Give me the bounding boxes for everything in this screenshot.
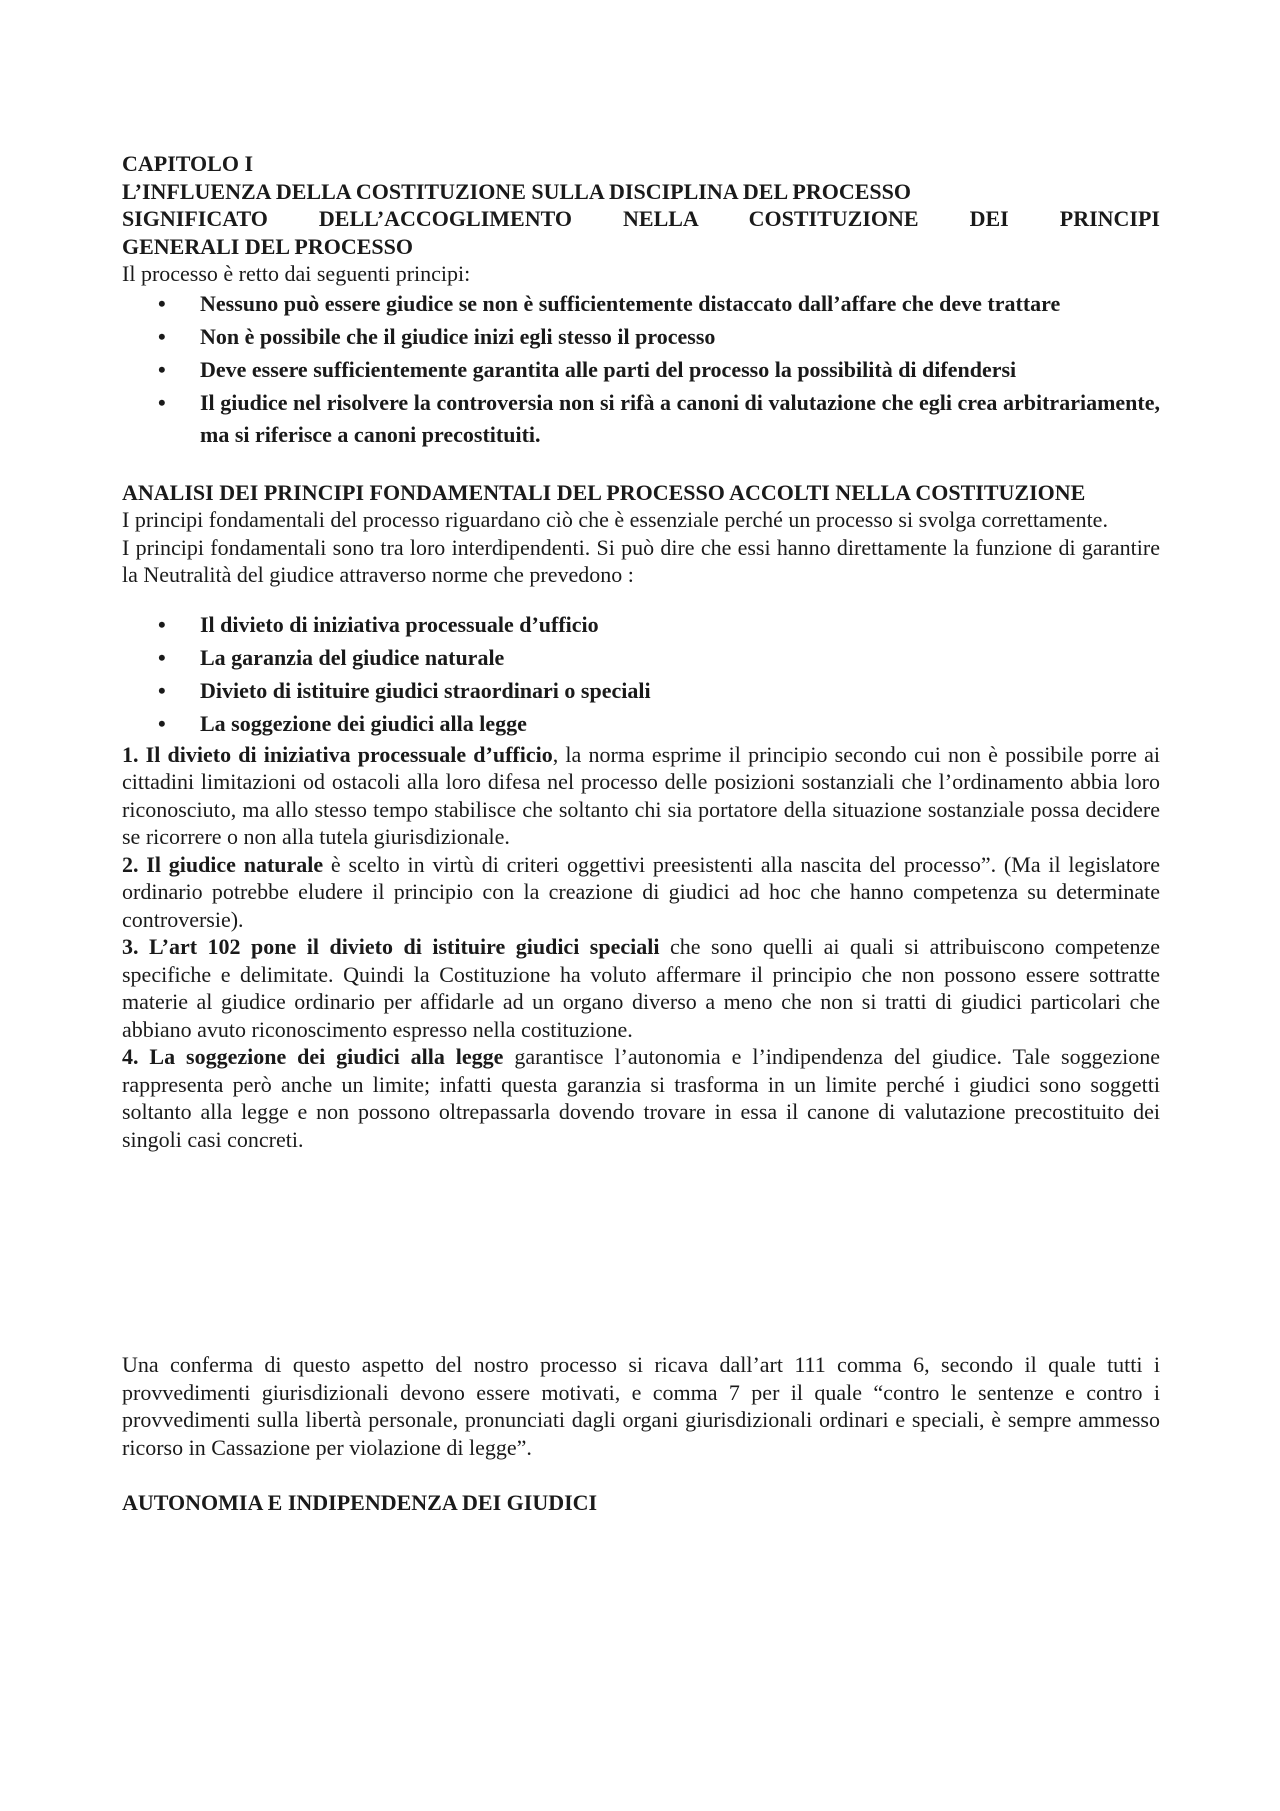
guarantees-list (122, 609, 1160, 740)
bullet-icon: • (158, 611, 166, 637)
intro-text: Il processo è retto dai seguenti principi: (122, 261, 471, 286)
point-1-lead: 1. Il divieto di iniziativa processuale d’ufficio (122, 741, 553, 767)
point-3-text: che sono quelli ai quali si attribuiscono competenze specifiche e delimitate. Quindi la Costituzione ha voluto affermare il principio che non possono essere sottratte materie al giudice ordinario per affidarle ad un organo diverso a meno che non si tratti di giudici particolari che abbiano avuto riconoscimento espresso nella costituzione. (122, 934, 1160, 1042)
point-3-lead: 3. L’art 102 pone il divieto di istituire giudici speciali (122, 934, 660, 959)
section-subtitle-line2: GENERALI DEL PROCESSO (122, 233, 413, 259)
list-item: • Divieto di istituire giudici straordinari o speciali (200, 675, 1160, 707)
point-1-paragraph (122, 741, 1160, 851)
point-1-text: , la norma esprime il principio secondo cui non è possibile porre ai cittadini limitazioni od ostacoli alla loro difesa nel processo delle posizioni sostanziali che l’ordinamento abbia loro riconosciuto, ma allo stesso tempo stabilisce che soltanto chi sia portatore della situazione sostanziale possa decidere se ricorrere o non alla tutela giurisdizionale. (122, 741, 1161, 849)
point-4-paragraph (122, 1043, 1160, 1153)
point-2-text: è scelto in virtù di criteri oggettivi preesistenti alla nascita del processo”. (Ma il legislatore ordinario potrebbe eludere il principio con la creazione di giudici ad hoc che hanno competenza su determinate controversie). (122, 851, 1160, 932)
point-4-lead: 4. La soggezione dei giudici alla legge (122, 1044, 504, 1069)
bullet-icon: • (158, 356, 166, 382)
bullet-icon: • (158, 677, 166, 703)
analysis-paragraph-1: I principi fondamentali del processo riguardano ciò che è essenziale perché un processo si svolga correttamente. (122, 507, 1108, 532)
section-subtitle-line1: SIGNIFICATO DELL’ACCOGLIMENTO NELLA COSTITUZIONE DEI PRINCIPI (122, 206, 1160, 231)
point-4-text: garantisce l’autonomia e l’indipendenza del giudice. Tale soggezione rappresenta però anche un limite; infatti questa garanzia si trasforma in un limite perché i giudici sono soggetti soltanto alla legge e non possono oltrepassarla dovendo trovare in essa il canone di valutazione precostituito dei singoli casi concreti. (122, 1044, 1160, 1152)
list-item: • Il giudice nel risolvere la controversia non si rifà a canoni di valutazione che egli crea arbitrariamente, ma si riferisce a canoni precostituiti. (200, 387, 1160, 451)
confirmation-paragraph: Una conferma di questo aspetto del nostro processo si ricava dall’art 111 comma 6, secondo il quale tutti i provvedimenti giurisdizionali devono essere motivati, e comma 7 per il quale “contro le sentenze e contro i provvedimenti sulla libertà personale, pronunciati dagli organi giurisdizionali ordinari e speciali, è sempre ammesso ricorso in Cassazione per violazione di legge”. (122, 1352, 1160, 1460)
bullet-icon: • (158, 710, 166, 736)
list-item: • Deve essere sufficientemente garantita alle parti del processo la possibilità di difendersi (200, 354, 1160, 386)
point-2-lead: 2. Il giudice naturale (122, 851, 324, 877)
analysis-paragraph-2: I principi fondamentali sono tra loro interdipendenti. Si può dire che essi hanno direttamente la funzione di garantire la Neutralità del giudice attraverso norme che prevedono : (122, 534, 1160, 587)
analysis-heading: ANALISI DEI PRINCIPI FONDAMENTALI DEL PROCESSO ACCOLTI NELLA COSTITUZIONE (122, 479, 1086, 505)
document-page (122, 150, 1160, 1517)
list-item: • La garanzia del giudice naturale (200, 642, 1160, 674)
list-item: • Non è possibile che il giudice inizi egli stesso il processo (200, 321, 1160, 353)
chapter-label: CAPITOLO I (122, 151, 254, 176)
autonomy-heading: AUTONOMIA E INDIPENDENZA DEI GIUDICI (122, 1490, 598, 1515)
bullet-icon: • (158, 290, 166, 316)
principles-list (122, 288, 1160, 451)
list-item: • Nessuno può essere giudice se non è sufficientemente distaccato dall’affare che deve trattare (200, 288, 1160, 320)
bullet-icon: • (158, 389, 166, 415)
point-3-paragraph (122, 933, 1160, 1043)
chapter-title: L’INFLUENZA DELLA COSTITUZIONE SULLA DISCIPLINA DEL PROCESSO (122, 178, 911, 204)
point-2-paragraph (122, 851, 1160, 934)
list-item: • La soggezione dei giudici alla legge (200, 708, 1160, 740)
bullet-icon: • (158, 644, 166, 670)
bullet-icon: • (158, 323, 166, 349)
list-item: • Il divieto di iniziativa processuale d’ufficio (200, 609, 1160, 641)
